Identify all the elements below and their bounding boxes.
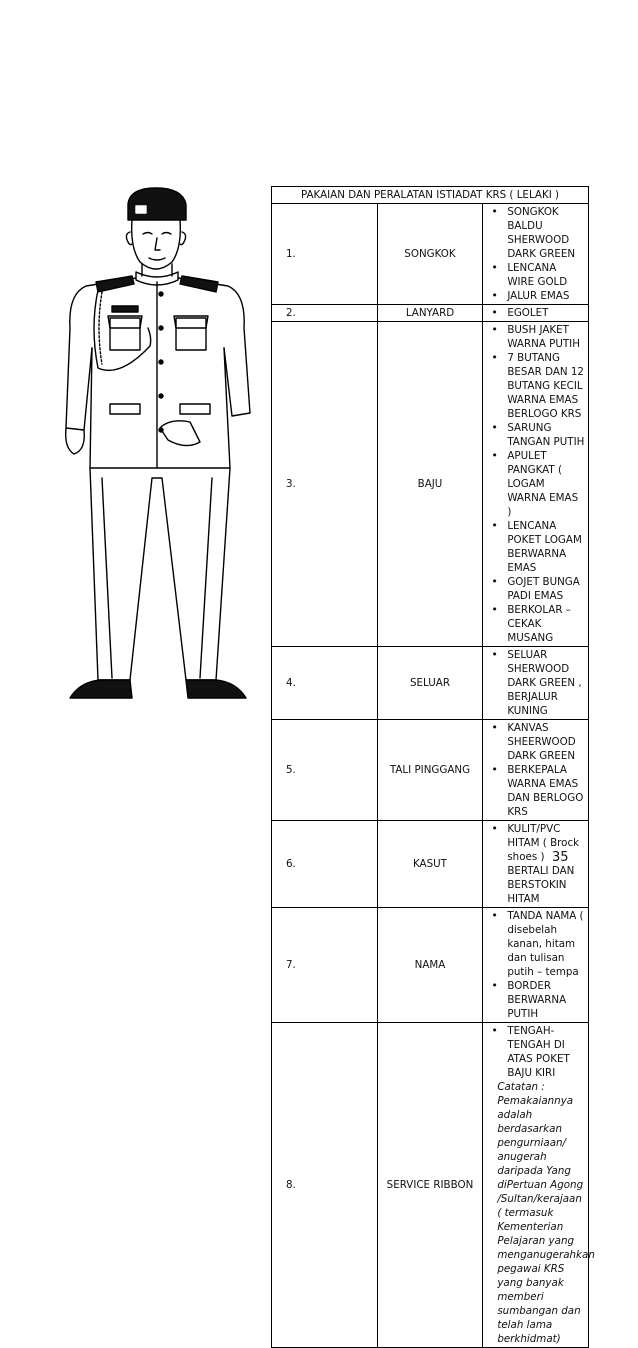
bullet-item: • APULET PANGKAT ( LOGAM WARNA EMAS ) bbox=[507, 449, 585, 519]
row-number: 3. bbox=[272, 322, 378, 647]
row-item: KASUT bbox=[377, 821, 483, 908]
bullet-item: • JALUR EMAS bbox=[507, 289, 585, 303]
row-number: 6. bbox=[272, 821, 378, 908]
bullet-item: • SELUAR SHERWOOD DARK GREEN , BERJALUR KUNING bbox=[507, 648, 585, 718]
bullet-item: • TENGAH-TENGAH DI ATAS POKET BAJU KIRI bbox=[507, 1024, 585, 1080]
uniform-illustration bbox=[40, 178, 275, 718]
row-item: SELUAR bbox=[377, 647, 483, 720]
bullet-item: • TANDA NAMA ( disebelah kanan, hitam dan tulisan putih – tempa bbox=[507, 909, 585, 979]
bullet-item: • BERKEPALA WARNA EMAS DAN BERLOGO KRS bbox=[507, 763, 585, 819]
row-description bbox=[483, 821, 589, 908]
row-description bbox=[483, 1023, 595, 1348]
row-description bbox=[483, 720, 589, 821]
bullet-item: • BORDER BERWARNA PUTIH bbox=[507, 979, 585, 1021]
bullet-item: • LENCANA POKET LOGAM BERWARNA EMAS bbox=[507, 519, 585, 575]
row-number: 7. bbox=[272, 908, 378, 1023]
note-text: Catatan : Pemakaiannya adalah berdasarkan pengurniaan/ anugerah daripada Yang diPertuan Agong /Sultan/kerajaan ( termasuk Kementerian Pelajaran yang menganugerahkan pegawai KRS yang banyak memberi sumbangan dan telah lama berkhidmat) bbox=[497, 1081, 595, 1345]
table-row bbox=[272, 204, 589, 305]
row-number: 4. bbox=[272, 647, 378, 720]
bullet-item: • LENCANA WIRE GOLD bbox=[507, 261, 585, 289]
bullet-item: • 7 BUTANG BESAR DAN 12 BUTANG KECIL WARNA EMAS BERLOGO KRS bbox=[507, 351, 585, 421]
row-item: BAJU bbox=[377, 322, 483, 647]
uniform-spec-table bbox=[271, 186, 595, 1348]
row-description bbox=[483, 647, 589, 720]
table-row bbox=[272, 720, 589, 821]
table-title: PAKAIAN DAN PERALATAN ISTIADAT KRS ( LELAKI ) bbox=[272, 187, 589, 204]
row-number: 2. bbox=[272, 305, 378, 322]
row-number: 1. bbox=[272, 204, 378, 305]
bullet-item: • SONGKOK BALDU SHERWOOD DARK GREEN bbox=[507, 205, 585, 261]
bullet-item: • BERKOLAR – CEKAK MUSANG bbox=[507, 603, 585, 645]
bullet-item: • GOJET BUNGA PADI EMAS bbox=[507, 575, 585, 603]
table-row bbox=[272, 322, 589, 647]
row-item: SONGKOK bbox=[377, 204, 483, 305]
row-item: NAMA bbox=[377, 908, 483, 1023]
row-description bbox=[483, 908, 589, 1023]
row-description bbox=[483, 204, 589, 305]
row-item: LANYARD bbox=[377, 305, 483, 322]
row-item: TALI PINGGANG bbox=[377, 720, 483, 821]
table-row bbox=[272, 1023, 589, 1348]
page-number: 35 bbox=[552, 850, 569, 865]
bullet-item: • EGOLET bbox=[507, 306, 585, 320]
row-description bbox=[483, 305, 589, 322]
bullet-item: • BUSH JAKET WARNA PUTIH bbox=[507, 323, 585, 351]
table-row bbox=[272, 647, 589, 720]
row-item: SERVICE RIBBON bbox=[377, 1023, 483, 1348]
bullet-item: • SARUNG TANGAN PUTIH bbox=[507, 421, 585, 449]
table-row bbox=[272, 821, 589, 908]
table-row bbox=[272, 908, 589, 1023]
bullet-item: • KULIT/PVC HITAM ( Brock shoes ) BERTALI DAN BERSTOKIN HITAM bbox=[507, 822, 585, 906]
row-number: 5. bbox=[272, 720, 378, 821]
row-number: 8. bbox=[272, 1023, 378, 1348]
bullet-item: • KANVAS SHEERWOOD DARK GREEN bbox=[507, 721, 585, 763]
row-description bbox=[483, 322, 589, 647]
table-row bbox=[272, 305, 589, 322]
uniform-figure-drawing bbox=[40, 178, 275, 718]
